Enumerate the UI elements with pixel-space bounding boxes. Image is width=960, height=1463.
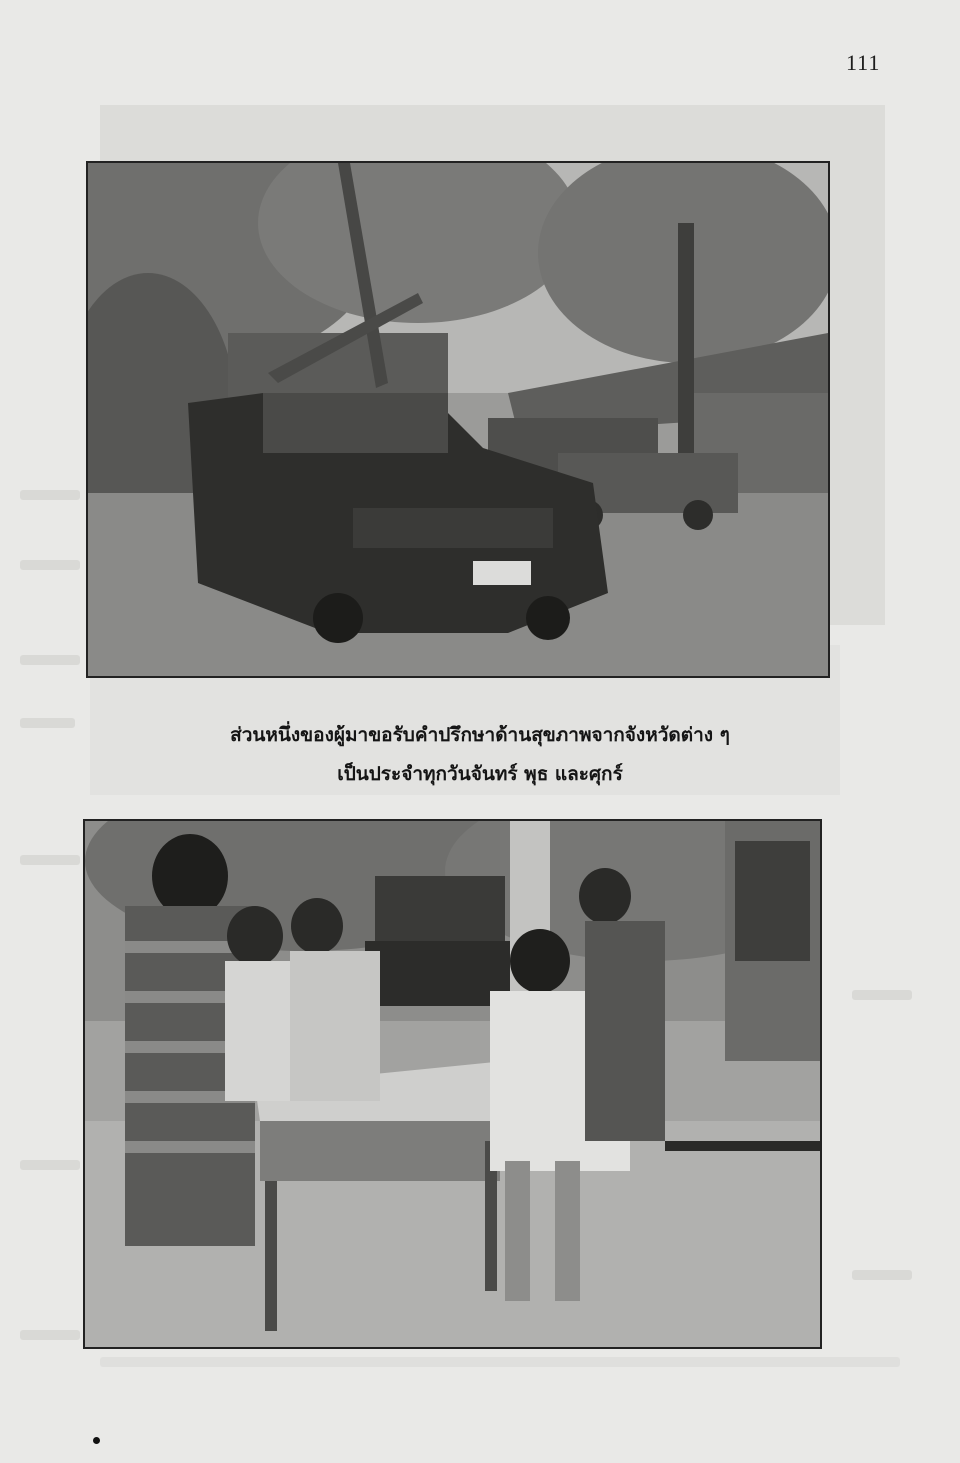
figure-caption-line-2: เป็นประจำทุกวันจันทร์ พุธ และศุกร์ [337, 763, 623, 785]
figure-caption-line-1: ส่วนหนึ่งของผู้มาขอรับคำปรึกษาด้านสุขภาพจากจังหวัดต่าง ๆ [230, 724, 730, 746]
photo-parked-trucks [86, 161, 830, 678]
bleed-through-line [20, 855, 80, 865]
scan-speck [93, 1437, 100, 1444]
bleed-through-line [20, 490, 80, 500]
page-number: 111 [846, 50, 881, 75]
bleed-through-line [100, 1357, 900, 1367]
photo-consultation-table [83, 819, 822, 1349]
bleed-through-line [852, 1270, 912, 1280]
bleed-through-line [20, 560, 80, 570]
bleed-through-line [852, 990, 912, 1000]
bleed-through-line [20, 655, 80, 665]
bleed-through-line [20, 1160, 80, 1170]
bleed-through-line [20, 1330, 80, 1340]
